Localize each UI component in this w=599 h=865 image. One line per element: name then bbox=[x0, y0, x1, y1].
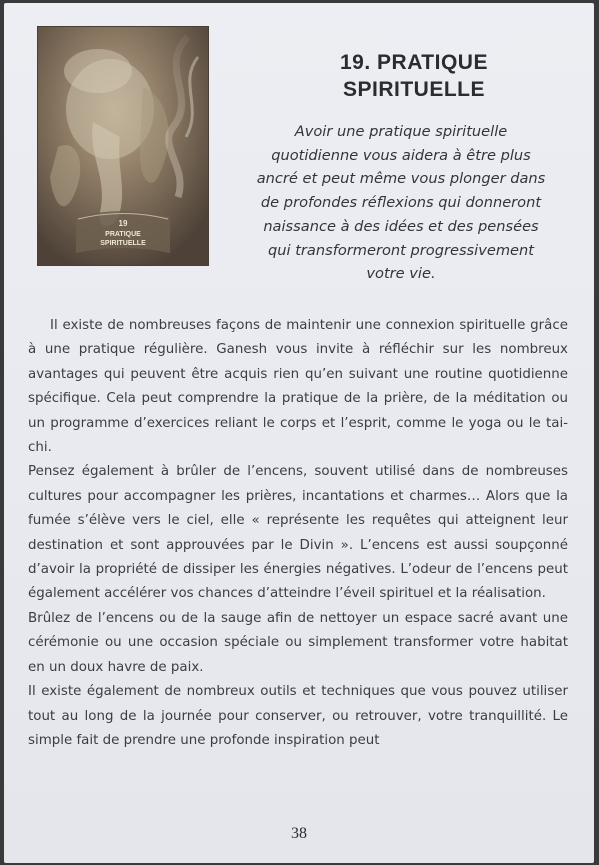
chapter-title-line-2: SPIRITUELLE bbox=[342, 78, 485, 101]
paragraph: Brûlez de l’encens ou de la sauge afin de nettoyer un espace sacré avant une cérémonie ou une occasion spéciale ou simplement transformer votre habitat en un doux havre de paix. bbox=[28, 610, 568, 675]
paragraph: Pensez également à brûler de l’encens, souvent utilisé dans de nombreuses cultures pour accompagner les prières, incantations et charmes… Alors que la fumée s’élève vers le ciel, elle « représente les requêtes qui atteignent leur destination et sont approuvées par le Divin ». L’encens est aussi soupçonné d’avoir la propriété de dissiper les énergies négatives. L’odeur de l’encens peut également accélérer vos chances d’atteindre l’éveil spirituel et la réalisation. bbox=[28, 464, 568, 602]
page-number: 38 bbox=[291, 825, 307, 842]
body-text bbox=[28, 314, 568, 753]
intro-line: naissance à des idées et des pensées bbox=[263, 217, 539, 235]
chapter-title bbox=[274, 49, 554, 103]
intro-line: ancré et peut même vous plonger dans bbox=[256, 170, 546, 188]
intro-line: votre vie. bbox=[366, 265, 436, 283]
oracle-card-illustration bbox=[38, 27, 208, 265]
card-label-line-2: SPIRITUELLE bbox=[100, 240, 146, 247]
intro-line: qui transformeront progressivement bbox=[267, 241, 534, 259]
paragraph: Il existe de nombreuses façons de maintenir une connexion spirituelle grâce à une pratique régulière. Ganesh vous invite à réfléchir sur les nombreux avantages qui peuvent être acquis rien qu’en suivant une routine quotidienne spécifique. Cela peut comprendre la pratique de la prière, de la méditation ou un programme d’exercices reliant le corps et l’esprit, comme le yoga ou le tai-chi. bbox=[28, 318, 568, 456]
intro-line: de profondes réflexions qui donneront bbox=[260, 194, 542, 212]
chapter-title-line-1: 19. PRATIQUE bbox=[340, 51, 488, 74]
ganesh-card-image bbox=[38, 27, 208, 265]
book-page bbox=[4, 3, 594, 863]
intro-line: Avoir une pratique spirituelle bbox=[294, 123, 508, 140]
card-number: 19 bbox=[118, 219, 128, 228]
paragraph: Il existe également de nombreux outils et techniques que vous pouvez utiliser tout au long de la journée pour conserver, ou retrouver, votre tranquillité. Le simple fait de prendre une profonde inspiration peut bbox=[28, 684, 568, 748]
intro-quote bbox=[236, 120, 566, 286]
card-label-line-1: PRATIQUE bbox=[105, 231, 141, 238]
intro-line: quotidienne vous aidera à être plus bbox=[271, 146, 531, 164]
